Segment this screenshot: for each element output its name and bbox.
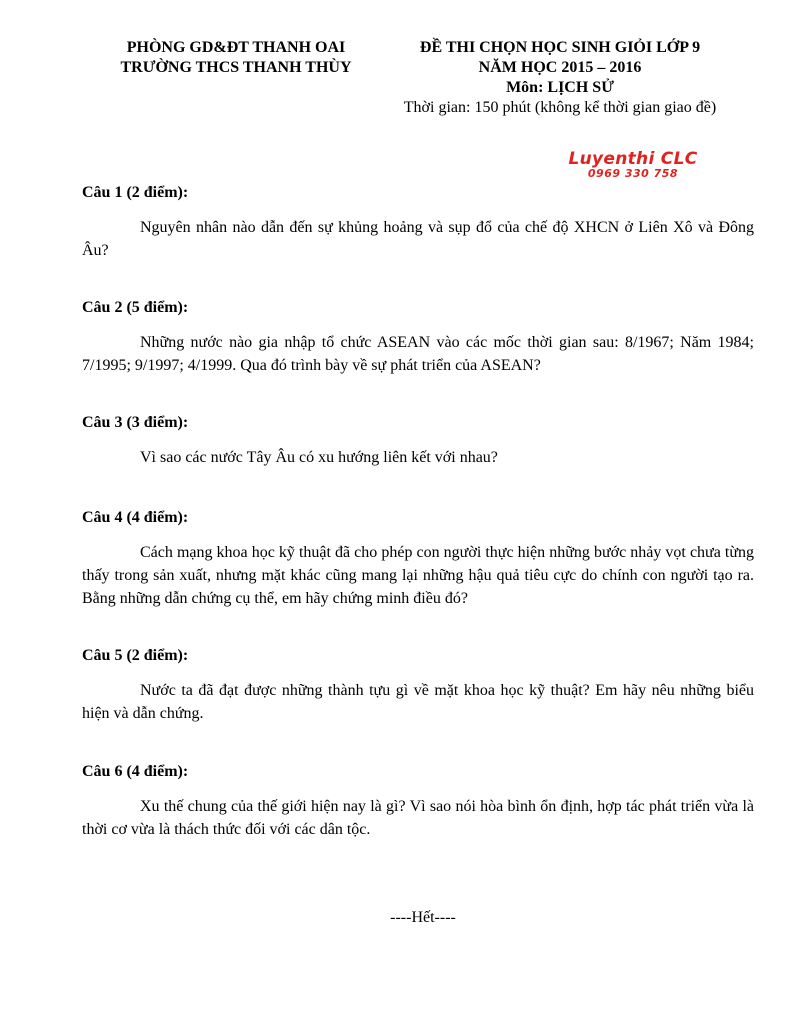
question-text: Những nước nào gia nhập tổ chức ASEAN vào các mốc thời gian sau: 8/1967; Năm 1984; 7/1995; 9/1997; 4/1999. Qua đó trình bày về sự phát triển của ASEAN? xyxy=(82,334,754,374)
question-6 xyxy=(82,762,754,841)
school-year: NĂM HỌC 2015 – 2016 xyxy=(478,59,642,76)
watermark-name: Luyenthi CLC xyxy=(568,149,698,169)
watermark-phone: 0969 330 758 xyxy=(587,167,679,180)
question-title: Câu 4 (4 điểm): xyxy=(82,509,189,526)
department-name: PHÒNG GD&ĐT THANH OAI xyxy=(126,39,346,56)
question-text: Vì sao các nước Tây Âu có xu hướng liên kết với nhau? xyxy=(140,449,498,466)
question-title: Câu 2 (5 điểm): xyxy=(82,299,189,316)
question-title: Câu 5 (2 điểm): xyxy=(82,647,189,664)
exam-title: ĐỀ THI CHỌN HỌC SINH GIỎI LỚP 9 xyxy=(419,39,701,56)
question-title: Câu 1 (2 điểm): xyxy=(82,184,189,201)
question-4 xyxy=(82,508,754,610)
question-text: Cách mạng khoa học kỹ thuật đã cho phép con người thực hiện những bước nhảy vọt chưa từng thấy trong sản xuất, nhưng mặt khác cũng mang lại những hậu quả tiêu cực do chính con người tạo ra. Bằng những dẫn chứng cụ thể, em hãy chứng minh điều đó? xyxy=(82,544,754,607)
watermark-logo xyxy=(548,150,718,180)
question-5 xyxy=(82,646,754,725)
end-marker: ----Hết---- xyxy=(390,909,456,926)
time-limit: Thời gian: 150 phút (không kể thời gian giao đề) xyxy=(403,99,717,116)
school-name: TRƯỜNG THCS THANH THÙY xyxy=(120,59,352,76)
exam-header xyxy=(380,38,740,118)
question-3 xyxy=(82,413,754,469)
question-text: Xu thế chung của thế giới hiện nay là gì? Vì sao nói hòa bình ổn định, hợp tác phát triển vừa là thời cơ vừa là thách thức đối với các dân tộc. xyxy=(82,798,754,838)
question-text: Nguyên nhân nào dẫn đến sự khủng hoảng và sụp đổ của chế độ XHCN ở Liên Xô và Đông Âu? xyxy=(82,219,754,259)
question-title: Câu 3 (3 điểm): xyxy=(82,414,189,431)
question-2 xyxy=(82,298,754,377)
subject: Môn: LỊCH SỬ xyxy=(506,79,614,96)
school-header xyxy=(88,38,384,78)
question-text: Nước ta đã đạt được những thành tựu gì về mặt khoa học kỹ thuật? Em hãy nêu những biểu hiện và dẫn chứng. xyxy=(82,682,754,722)
question-title: Câu 6 (4 điểm): xyxy=(82,763,189,780)
question-1 xyxy=(82,183,754,262)
